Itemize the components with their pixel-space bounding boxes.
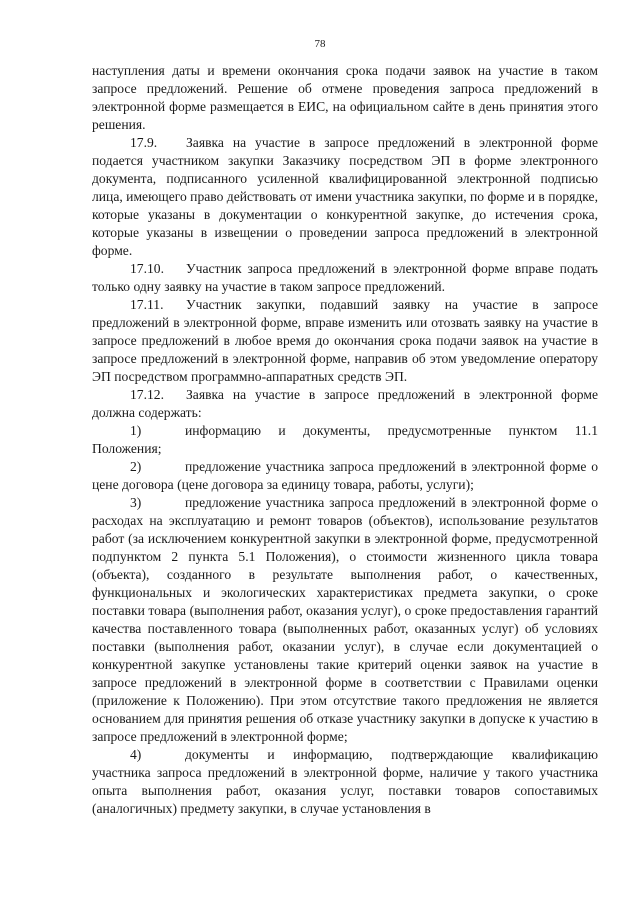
paragraph-text: Участник закупки, подавший заявку на участие в запросе предложений в электронной форме, вправе изменить или отозвать заявку на участие в запросе предложений в любое время до окончания срока подачи заявок на участие в запросе предложений в электронной форме, направив об этом уведомление оператору ЭП посредством программно-аппаратных средств ЭП.	[92, 297, 598, 384]
paragraph-17-12	[92, 386, 598, 422]
list-item-text: предложение участника запроса предложений в электронной форме о расходах на эксплуатацию и ремонт товаров (объектов), использование результатов работ (за исключением конкурентной закупки в электронной форме, предусмотренной подпунктом 2 пункта 5.1 Положения), о стоимости жизненного цикла товара (объекта), созданного в результате выполнения работ, о качественных, функциональных и экологических характеристиках предмета закупки, о сроке поставки товара (выполнения работ, оказания услуг), о сроке предоставления гарантий качества поставленного товара (выполненных работ, оказанных услуг) об условиях поставки (выполнения работ, оказании услуг), в случае если документацией о конкурентной закупке установлены такие критерий оценки заявок на участие в запросе предложений в электронной форме в соответствии с Правилами оценки (приложение к Положению). При этом отсутствие такого предложения не является основанием для принятия решения об отказе участнику закупки в допуске к участию в запросе предложений в электронной форме;	[92, 495, 598, 744]
list-item-number: 2)	[130, 459, 142, 474]
list-item	[92, 458, 598, 494]
paragraph-17-10	[92, 260, 598, 296]
paragraph-number: 17.9.	[130, 135, 158, 150]
paragraph-text: Участник запроса предложений в электронной форме вправе подать только одну заявку на участие в таком запросе предложений.	[92, 261, 598, 294]
list-item-text: документы и информацию, подтверждающие квалификацию участника запроса предложений в электронной форме, наличие у такого участника опыта выполнения работ, оказания услуг, поставки товаров сопоставимых (аналогичных) предмету закупки, в случае установления в	[92, 747, 598, 816]
list-item	[92, 746, 598, 818]
paragraph-continuation	[92, 62, 598, 134]
list-item-text: предложение участника запроса предложений в электронной форме о цене договора (цене договора за единицу товара, работы, услуги);	[92, 459, 598, 492]
list-item	[92, 494, 598, 746]
paragraph-number: 17.10.	[130, 261, 164, 276]
paragraph-text: Заявка на участие в запросе предложений в электронной форме подается участником закупки Заказчику посредством ЭП в форме электронного документа, подписанного усиленной квалифицированной электронной подписью лица, имеющего право действовать от имени участника закупки, по форме и в порядке, которые указаны в документации о конкурентной закупке, до истечения срока, которые указаны в извещении о проведении запроса предложений в электронной форме.	[92, 135, 598, 258]
list-item	[92, 422, 598, 458]
paragraph-text: наступления даты и времени окончания срока подачи заявок на участие в таком запросе предложений. Решение об отмене проведения запроса предложений в электронной форме размещается в ЕИС, на официальном сайте в день принятия этого решения.	[92, 63, 598, 132]
list-item-text: информацию и документы, предусмотренные пунктом 11.1 Положения;	[92, 423, 598, 456]
paragraph-number: 17.11.	[130, 297, 164, 312]
paragraph-text: Заявка на участие в запросе предложений в электронной форме должна содержать:	[92, 387, 598, 420]
list-item-number: 4)	[130, 747, 142, 762]
paragraph-17-9	[92, 134, 598, 260]
paragraph-17-11	[92, 296, 598, 386]
document-body	[92, 62, 598, 818]
list-item-number: 1)	[130, 423, 142, 438]
paragraph-number: 17.12.	[130, 387, 164, 402]
page-number: 78	[314, 38, 326, 50]
list-item-number: 3)	[130, 495, 142, 510]
